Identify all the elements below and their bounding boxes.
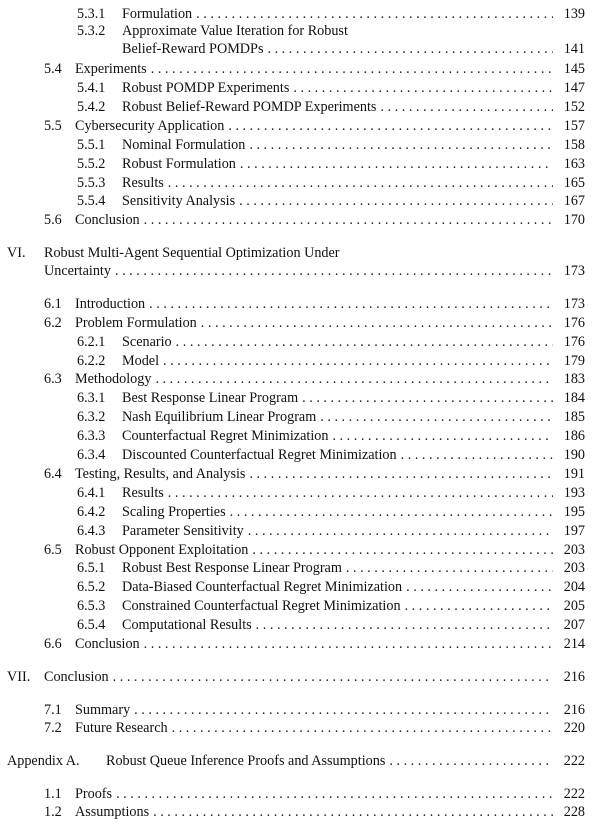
section-number: 6.5.2: [77, 579, 106, 595]
page-number: 145: [563, 61, 585, 77]
page-number: 204: [563, 579, 585, 595]
toc-entry[interactable]: [77, 427, 585, 446]
section-number: 5.5: [44, 118, 62, 134]
dot-leader: [346, 559, 553, 578]
page-number: 152: [563, 99, 585, 115]
section-title: Scaling Properties: [122, 504, 226, 520]
toc-entry[interactable]: [44, 785, 585, 804]
page-number: 216: [563, 702, 585, 718]
section-number: 7.1: [44, 702, 62, 718]
page-number: 139: [563, 6, 585, 22]
page-number: 222: [563, 753, 585, 769]
page-number: 207: [563, 617, 585, 633]
dot-leader: [149, 295, 553, 314]
dot-leader: [389, 752, 553, 771]
toc-entry[interactable]: [77, 597, 585, 616]
section-title: Methodology: [75, 371, 152, 387]
dot-leader: [168, 174, 553, 193]
section-title: Introduction: [75, 296, 146, 312]
page-number: 190: [563, 447, 585, 463]
toc-entry[interactable]: [77, 98, 585, 117]
chapter-title: Conclusion: [44, 669, 109, 685]
section-number: 6.4: [44, 466, 62, 482]
toc-entry[interactable]: [77, 578, 585, 597]
dot-leader: [113, 668, 553, 687]
section-number: 6.3.2: [77, 409, 106, 425]
toc-entry[interactable]: [44, 701, 585, 720]
chapter-number: VII.: [7, 669, 31, 685]
section-number: 1.1: [44, 786, 62, 802]
section-title: Counterfactual Regret Minimization: [122, 428, 329, 444]
toc-entry[interactable]: [77, 192, 585, 211]
dot-leader: [151, 60, 553, 79]
toc-entry[interactable]: [44, 465, 585, 484]
toc-entry[interactable]: [44, 719, 585, 738]
page-number: 141: [563, 41, 585, 57]
dot-leader: [168, 484, 553, 503]
section-number: 6.2.1: [77, 334, 106, 350]
section-number: 5.4: [44, 61, 62, 77]
toc-entry[interactable]: [44, 117, 585, 136]
chapter-title-continued: Uncertainty: [44, 263, 111, 279]
section-number: 6.6: [44, 636, 62, 652]
dot-leader: [320, 408, 553, 427]
toc-entry[interactable]: [77, 503, 585, 522]
section-title: Computational Results: [122, 617, 252, 633]
section-title: Data-Biased Counterfactual Regret Minimization: [122, 579, 403, 595]
section-number: 6.5.1: [77, 560, 106, 576]
section-number: 5.5.3: [77, 175, 106, 191]
dot-leader: [144, 211, 553, 230]
page-number: 165: [563, 175, 585, 191]
dot-leader: [252, 541, 553, 560]
dot-leader: [153, 803, 553, 822]
toc-entry[interactable]: [44, 803, 585, 822]
page-number: 184: [563, 390, 585, 406]
section-number: 5.4.1: [77, 80, 106, 96]
toc-entry-first-line[interactable]: [77, 22, 348, 41]
toc-entry[interactable]: [77, 333, 585, 352]
section-number: 6.3.1: [77, 390, 106, 406]
section-title: Robust Best Response Linear Program: [122, 560, 342, 576]
toc-entry[interactable]: [77, 616, 585, 635]
section-title: Summary: [75, 702, 131, 718]
section-number: 6.3: [44, 371, 62, 387]
dot-leader: [293, 79, 553, 98]
section-number: 5.5.1: [77, 137, 106, 153]
page-number: 170: [563, 212, 585, 228]
dot-leader: [239, 192, 553, 211]
page-number: 203: [563, 560, 585, 576]
section-title: Conclusion: [75, 636, 140, 652]
section-number: 6.4.2: [77, 504, 106, 520]
section-number: 6.2: [44, 315, 62, 331]
dot-leader: [248, 522, 553, 541]
section-title: Robust POMDP Experiments: [122, 80, 290, 96]
dot-leader: [302, 389, 553, 408]
section-title: Cybersecurity Application: [75, 118, 225, 134]
toc-entry[interactable]: [44, 370, 585, 389]
section-title: Experiments: [75, 61, 147, 77]
page-number: 228: [563, 804, 585, 820]
section-title: Future Research: [75, 720, 168, 736]
section-title: Robust Belief-Reward POMDP Experiments: [122, 99, 377, 115]
dot-leader: [163, 352, 553, 371]
section-number: 6.4.3: [77, 523, 106, 539]
section-number: 6.3.3: [77, 428, 106, 444]
section-title: Results: [122, 175, 164, 191]
dot-leader: [116, 785, 553, 804]
section-title: Assumptions: [75, 804, 150, 820]
dot-leader: [172, 719, 553, 738]
toc-entry[interactable]: [44, 295, 585, 314]
dot-leader: [240, 155, 553, 174]
dot-leader: [144, 635, 553, 654]
dot-leader: [249, 465, 553, 484]
page-number: 191: [563, 466, 585, 482]
section-number: 1.2: [44, 804, 62, 820]
page-number: 197: [563, 523, 585, 539]
page-number: 193: [563, 485, 585, 501]
section-title: Sensitivity Analysis: [122, 193, 236, 209]
section-title: Nominal Formulation: [122, 137, 246, 153]
section-number: 5.3.1: [77, 6, 106, 22]
section-number: 6.5.4: [77, 617, 106, 633]
section-title: Results: [122, 485, 164, 501]
section-number: 6.5.3: [77, 598, 106, 614]
section-title: Conclusion: [75, 212, 140, 228]
toc-entry[interactable]: [77, 408, 585, 427]
dot-leader: [228, 117, 553, 136]
page-number: 222: [563, 786, 585, 802]
dot-leader: [405, 597, 553, 616]
dot-leader: [267, 40, 553, 59]
section-title: Robust Opponent Exploitation: [75, 542, 249, 558]
dot-leader: [332, 427, 553, 446]
toc-entry[interactable]: [44, 60, 585, 79]
section-number: 5.4.2: [77, 99, 106, 115]
page-number: 163: [563, 156, 585, 172]
chapter-entry[interactable]: [7, 668, 585, 687]
toc-entry[interactable]: [44, 635, 585, 654]
page-number: 167: [563, 193, 585, 209]
section-title-continued: Belief-Reward POMDPs: [122, 41, 264, 57]
dot-leader: [401, 446, 553, 465]
section-title: Proofs: [75, 786, 113, 802]
section-title: Best Response Linear Program: [122, 390, 299, 406]
toc-entry[interactable]: [77, 79, 585, 98]
section-number: 6.1: [44, 296, 62, 312]
dot-leader: [406, 578, 553, 597]
page-number: 176: [563, 334, 585, 350]
section-title: Problem Formulation: [75, 315, 197, 331]
page-number: 173: [563, 296, 585, 312]
section-title: Approximate Value Iteration for Robust: [122, 23, 348, 39]
dot-leader: [134, 701, 553, 720]
page-number: 205: [563, 598, 585, 614]
chapter-number: VI.: [7, 245, 26, 261]
toc-entry[interactable]: [44, 211, 585, 230]
appendix-title: Robust Queue Inference Proofs and Assumptions: [106, 753, 386, 769]
page-number: 158: [563, 137, 585, 153]
section-title: Scenario: [122, 334, 172, 350]
section-title: Parameter Sensitivity: [122, 523, 244, 539]
page-number: 203: [563, 542, 585, 558]
chapter-title: Robust Multi-Agent Sequential Optimization Under: [44, 245, 340, 261]
toc-entry[interactable]: [44, 541, 585, 560]
dot-leader: [380, 98, 553, 117]
page-number: 147: [563, 80, 585, 96]
section-number: 6.2.2: [77, 353, 106, 369]
chapter-entry-first-line[interactable]: [7, 244, 340, 263]
section-title: Discounted Counterfactual Regret Minimization: [122, 447, 397, 463]
page-number: 195: [563, 504, 585, 520]
section-title: Nash Equilibrium Linear Program: [122, 409, 317, 425]
toc-entry[interactable]: [122, 40, 585, 59]
section-number: 5.3.2: [77, 23, 106, 39]
page-number: 216: [563, 669, 585, 685]
toc-entry[interactable]: [77, 522, 585, 541]
section-number: 5.5.4: [77, 193, 106, 209]
toc-entry[interactable]: [77, 389, 585, 408]
dot-leader: [256, 616, 553, 635]
toc-entry[interactable]: [77, 559, 585, 578]
section-number: 6.4.1: [77, 485, 106, 501]
page-number: 214: [563, 636, 585, 652]
dot-leader: [155, 370, 553, 389]
dot-leader: [230, 503, 553, 522]
section-title: Testing, Results, and Analysis: [75, 466, 246, 482]
toc-entry[interactable]: [77, 136, 585, 155]
section-number: 5.6: [44, 212, 62, 228]
page-number: 173: [563, 263, 585, 279]
section-number: 5.5.2: [77, 156, 106, 172]
dot-leader: [249, 136, 553, 155]
section-title: Robust Formulation: [122, 156, 236, 172]
dot-leader: [115, 262, 553, 281]
appendix-entry[interactable]: [7, 752, 585, 771]
toc-entry[interactable]: [77, 352, 585, 371]
page-number: 183: [563, 371, 585, 387]
section-number: 6.3.4: [77, 447, 106, 463]
section-title: Model: [122, 353, 160, 369]
page-number: 179: [563, 353, 585, 369]
toc-entry[interactable]: [77, 446, 585, 465]
page-number: 220: [563, 720, 585, 736]
page-number: 185: [563, 409, 585, 425]
section-title: Constrained Counterfactual Regret Minimization: [122, 598, 401, 614]
page-number: 176: [563, 315, 585, 331]
toc-entry[interactable]: [44, 314, 585, 333]
section-title: Formulation: [122, 6, 193, 22]
toc-entry[interactable]: [77, 484, 585, 503]
chapter-entry[interactable]: [44, 262, 585, 281]
page-number: 186: [563, 428, 585, 444]
page-number: 157: [563, 118, 585, 134]
appendix-label: Appendix A.: [7, 753, 80, 769]
section-number: 7.2: [44, 720, 62, 736]
toc-entry[interactable]: [77, 155, 585, 174]
toc-entry[interactable]: [77, 174, 585, 193]
section-number: 6.5: [44, 542, 62, 558]
dot-leader: [201, 314, 553, 333]
dot-leader: [176, 333, 553, 352]
